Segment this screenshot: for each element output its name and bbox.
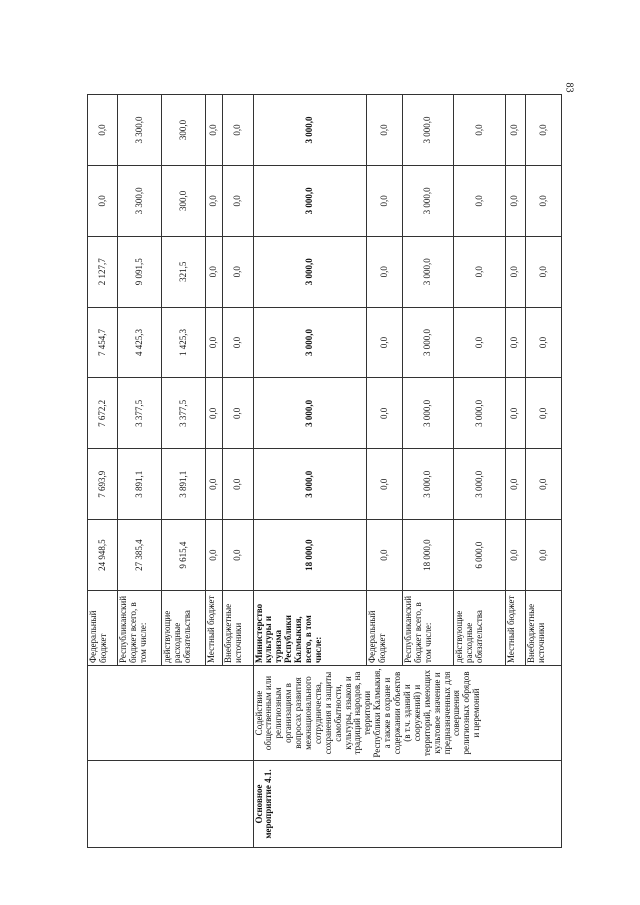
value-cell: 0,0: [367, 449, 403, 520]
funding-source-cell: Республиканский бюджет всего, в том числе:: [118, 591, 162, 666]
activity-label-cell: Основное мероприятие 4.1.: [253, 761, 561, 848]
funding-source-cell: Внебюджетные источники: [526, 591, 562, 666]
value-cell: 0,0: [223, 236, 253, 307]
value-cell: 27 385,4: [118, 520, 162, 591]
value-cell: 0,0: [505, 95, 525, 166]
value-cell: 24 948,5: [88, 520, 118, 591]
value-cell: 0,0: [223, 520, 253, 591]
value-cell: 7 693,9: [88, 449, 118, 520]
value-cell: 0,0: [223, 95, 253, 166]
value-cell: 3 000,0: [454, 378, 505, 449]
value-cell: 3 377,5: [118, 378, 162, 449]
value-cell: 3 000,0: [454, 449, 505, 520]
value-cell: 3 000,0: [253, 378, 367, 449]
value-cell: 0,0: [367, 236, 403, 307]
funding-source-cell: Федеральный бюджет: [367, 591, 403, 666]
value-cell: 300,0: [162, 165, 206, 236]
value-cell: 7 454,7: [88, 307, 118, 378]
value-cell: 4 425,3: [118, 307, 162, 378]
value-cell: 1 425,3: [162, 307, 206, 378]
value-cell: 0,0: [205, 520, 222, 591]
value-cell: 2 127,7: [88, 236, 118, 307]
value-cell: 0,0: [205, 307, 222, 378]
funding-source-cell: Внебюджетные источники: [223, 591, 253, 666]
value-cell: 7 672,2: [88, 378, 118, 449]
activity-label-cell: [88, 761, 254, 848]
value-cell: 0,0: [505, 307, 525, 378]
value-cell: 3 377,5: [162, 378, 206, 449]
value-cell: 3 000,0: [403, 378, 454, 449]
value-cell: 3 000,0: [253, 165, 367, 236]
value-cell: 3 000,0: [403, 95, 454, 166]
value-cell: 0,0: [367, 520, 403, 591]
value-cell: 3 000,0: [403, 449, 454, 520]
value-cell: 0,0: [526, 165, 562, 236]
value-cell: 0,0: [223, 449, 253, 520]
value-cell: 0,0: [454, 236, 505, 307]
value-cell: 0,0: [367, 307, 403, 378]
funding-source-cell: Федеральный бюджет: [88, 591, 118, 666]
value-cell: 3 300,0: [118, 95, 162, 166]
value-cell: 300,0: [162, 95, 206, 166]
table-row: [88, 95, 118, 848]
value-cell: 0,0: [223, 307, 253, 378]
value-cell: 0,0: [505, 165, 525, 236]
value-cell: 0,0: [526, 236, 562, 307]
value-cell: 9 091,5: [118, 236, 162, 307]
value-cell: 3 000,0: [253, 95, 367, 166]
value-cell: 0,0: [526, 449, 562, 520]
value-cell: 0,0: [205, 449, 222, 520]
value-cell: 0,0: [505, 449, 525, 520]
rotated-table-container: [87, 94, 562, 848]
value-cell: 0,0: [205, 236, 222, 307]
budget-table: [87, 94, 562, 848]
table-row: [253, 95, 367, 848]
value-cell: 0,0: [205, 165, 222, 236]
value-cell: 0,0: [526, 520, 562, 591]
value-cell: 0,0: [526, 95, 562, 166]
value-cell: 18 000,0: [403, 520, 454, 591]
value-cell: 0,0: [526, 378, 562, 449]
value-cell: 0,0: [205, 95, 222, 166]
funding-source-cell: действующие расходные обязательства: [454, 591, 505, 666]
value-cell: 3 891,1: [118, 449, 162, 520]
value-cell: 0,0: [526, 307, 562, 378]
value-cell: 0,0: [367, 95, 403, 166]
activity-description-cell: Содействие общественным или религиозным организациям в вопросах развития межнационального сотрудничества, сохранения и защиты самобытности, культуры, языков и традиций народов, на территории Республики Калмыкия, а также в охране и содержании объектов (в т.ч. зданий и сооружений) и территорий, имеющих культовое значение и предназначенных для совершения религиозных обрядов и церемоний: [253, 666, 561, 761]
value-cell: 0,0: [205, 378, 222, 449]
value-cell: 3 300,0: [118, 165, 162, 236]
funding-source-cell: Республиканский бюджет всего, в том числе:: [403, 591, 454, 666]
value-cell: 3 000,0: [403, 307, 454, 378]
value-cell: 0,0: [454, 95, 505, 166]
value-cell: 6 000,0: [454, 520, 505, 591]
value-cell: 0,0: [505, 236, 525, 307]
value-cell: 3 000,0: [253, 236, 367, 307]
value-cell: 3 000,0: [253, 449, 367, 520]
funding-source-cell: Местный бюджет: [205, 591, 222, 666]
value-cell: 321,5: [162, 236, 206, 307]
value-cell: 0,0: [88, 165, 118, 236]
page-number: 83: [563, 82, 575, 93]
value-cell: 0,0: [454, 307, 505, 378]
value-cell: 0,0: [223, 165, 253, 236]
value-cell: 0,0: [223, 378, 253, 449]
funding-source-cell: Местный бюджет: [505, 591, 525, 666]
activity-description-cell: [88, 666, 254, 761]
value-cell: 3 000,0: [253, 307, 367, 378]
value-cell: 0,0: [505, 520, 525, 591]
value-cell: 18 000,0: [253, 520, 367, 591]
funding-source-cell: Министерство культуры и туризма Республики Калмыкия, всего, в том числе:: [253, 591, 367, 666]
value-cell: 0,0: [505, 378, 525, 449]
value-cell: 3 000,0: [403, 236, 454, 307]
value-cell: 3 891,1: [162, 449, 206, 520]
value-cell: 3 000,0: [403, 165, 454, 236]
value-cell: 0,0: [454, 165, 505, 236]
value-cell: 0,0: [367, 378, 403, 449]
value-cell: 9 615,4: [162, 520, 206, 591]
value-cell: 0,0: [367, 165, 403, 236]
value-cell: 0,0: [88, 95, 118, 166]
funding-source-cell: действующие расходные обязательства: [162, 591, 206, 666]
